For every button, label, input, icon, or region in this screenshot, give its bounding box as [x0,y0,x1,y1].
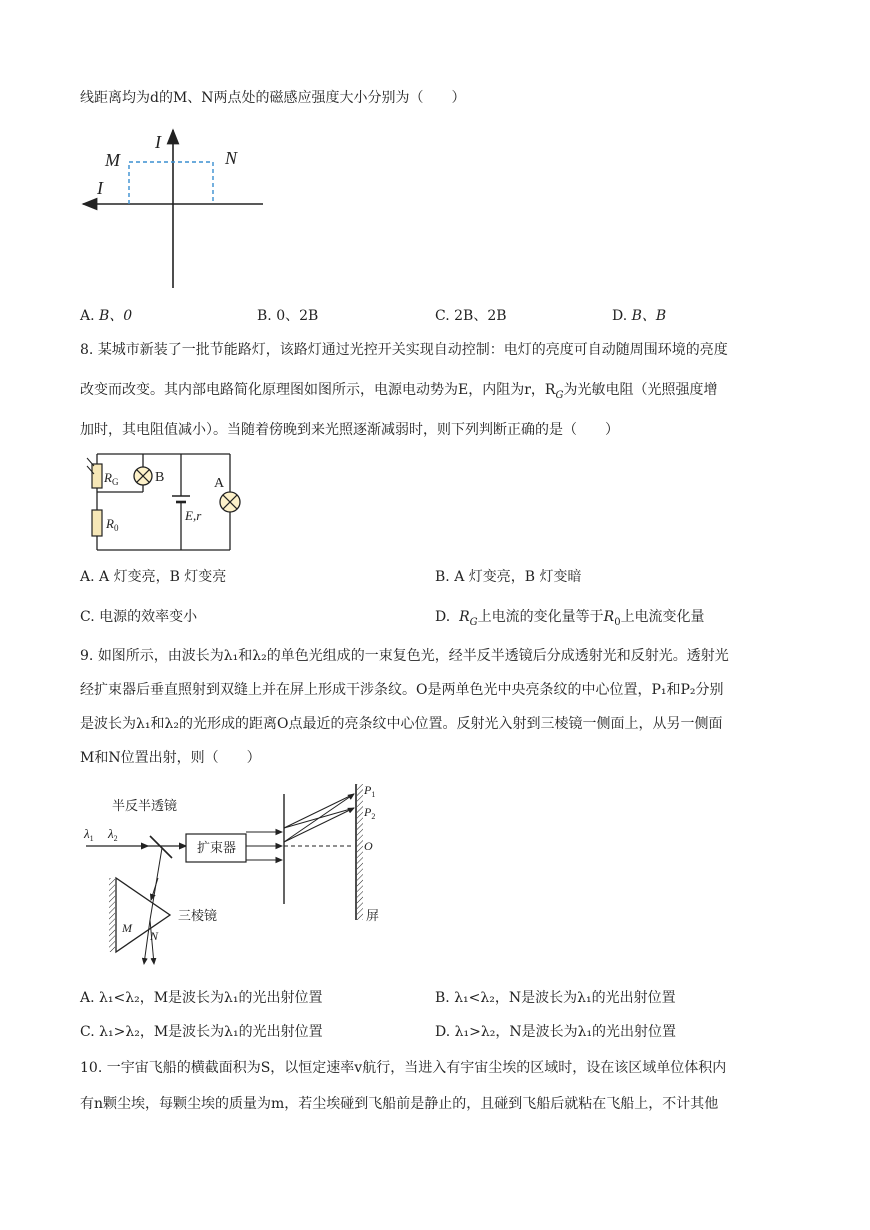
q9-option-c[interactable]: C. λ₁>λ₂，M是波长为λ₁的光出射位置 [80,1024,323,1040]
q9-label-P2: $P_2$ [364,805,376,821]
q9-stem-line4: M和N位置出射，则（ ） [80,750,261,766]
q7-option-a[interactable]: A. B、0 [80,308,133,324]
q9-prism [116,878,170,952]
q7-option-c[interactable]: C. 2B、2B [435,308,507,324]
q8-label-RG: $R_G$ [104,470,119,487]
q8-stem-line3: 加时，其电阻值减小）。当随着傍晚到来光照逐渐减弱时，则下列判断正确的是（ ） [80,422,619,438]
q8-stem-line2: 改变而改变。其内部电路简化原理图如图所示，电源电动势为E，内阻为r，$R_G$为光敏电阻（光照强度增 [80,382,718,401]
q9-label-lambda1: $\lambda_1$ [84,826,94,843]
q7-stem-tail: 线距离均为d的M、N两点处的磁感应强度大小分别为（ ） [80,90,466,106]
q8-stem-line1: 8. 某城市新装了一批节能路灯，该路灯通过光控开关实现自动控制：电灯的亮度可自动随周围环境的亮度 [80,342,728,358]
q9-label-lambda2: $\lambda_2$ [108,826,118,843]
q8-lamp-A [220,492,240,512]
q7-label-M: M [105,150,120,170]
q8-resistor-R0 [92,510,102,536]
q8-option-d[interactable]: D. $R_G$上电流的变化量等于$R_0$上电流变化量 [435,609,705,628]
q8-circuit-figure [85,448,255,558]
q9-option-a[interactable]: A. λ₁<λ₂，M是波长为λ₁的光出射位置 [80,990,323,1006]
q8-label-Er: E,r [185,508,202,523]
q9-stem-line2: 经扩束器后垂直照射到双缝上并在屏上形成干涉条纹。O是两单色光中央亮条纹的中心位置，P₁和P₂分别 [80,682,724,698]
q7-figure [75,120,275,295]
q9-option-d[interactable]: D. λ₁>λ₂，N是波长为λ₁的光出射位置 [435,1024,677,1040]
q8-lamp-B [134,467,152,485]
q8-resistor-RG [92,464,102,488]
q8-label-A: A [214,476,225,491]
q8-option-a[interactable]: A. A 灯变亮，B 灯变亮 [80,569,227,585]
q9-optics-figure [78,780,398,970]
q9-stem-line1: 9. 如图所示，由波长为λ₁和λ₂的单色光组成的一束复色光，经半反半透镜后分成透射光和反射光。透射光 [80,648,729,664]
q9-option-b[interactable]: B. λ₁<λ₂，N是波长为λ₁的光出射位置 [435,990,676,1006]
q7-label-I-vertical: I [155,132,161,152]
q8-option-c[interactable]: C. 电源的效率变小 [80,609,198,625]
q8-option-b[interactable]: B. A 灯变亮，B 灯变暗 [435,569,582,585]
q9-label-screen: 屏 [366,908,380,923]
q7-option-d[interactable]: D. B、B [612,308,667,324]
q7-label-N: N [225,148,238,168]
q7-dashed-box [129,162,213,204]
q7-option-b[interactable]: B. 0、2B [257,308,319,324]
q9-label-P1: $P_1$ [364,783,376,799]
q9-stem-line3: 是波长为λ₁和λ₂的光形成的距离O点最近的亮条纹中心位置。反射光入射到三棱镜一侧面上，从另一侧面 [80,716,723,732]
q10-stem-line1: 10. 一宇宙飞船的横截面积为S，以恒定速率v航行，当进入有宇宙尘埃的区域时，设在该区域单位体积内 [80,1060,727,1076]
q9-label-prism: 三棱镜 [178,908,218,923]
q9-label-O: O [364,839,373,853]
q9-label-M: M [122,921,132,935]
q9-label-N: N [150,929,159,943]
q8-battery [172,496,190,506]
q9-label-mirror: 半反半透镜 [112,798,178,813]
q10-stem-line2: 有n颗尘埃，每颗尘埃的质量为m，若尘埃碰到飞船前是静止的，且碰到飞船后就粘在飞船上，不计其他 [80,1096,719,1112]
q7-label-I-horizontal: I [97,178,103,198]
q8-label-R0: $R_0$ [106,516,119,533]
q9-label-expander: 扩束器 [197,840,237,855]
q8-label-B: B [155,470,165,485]
